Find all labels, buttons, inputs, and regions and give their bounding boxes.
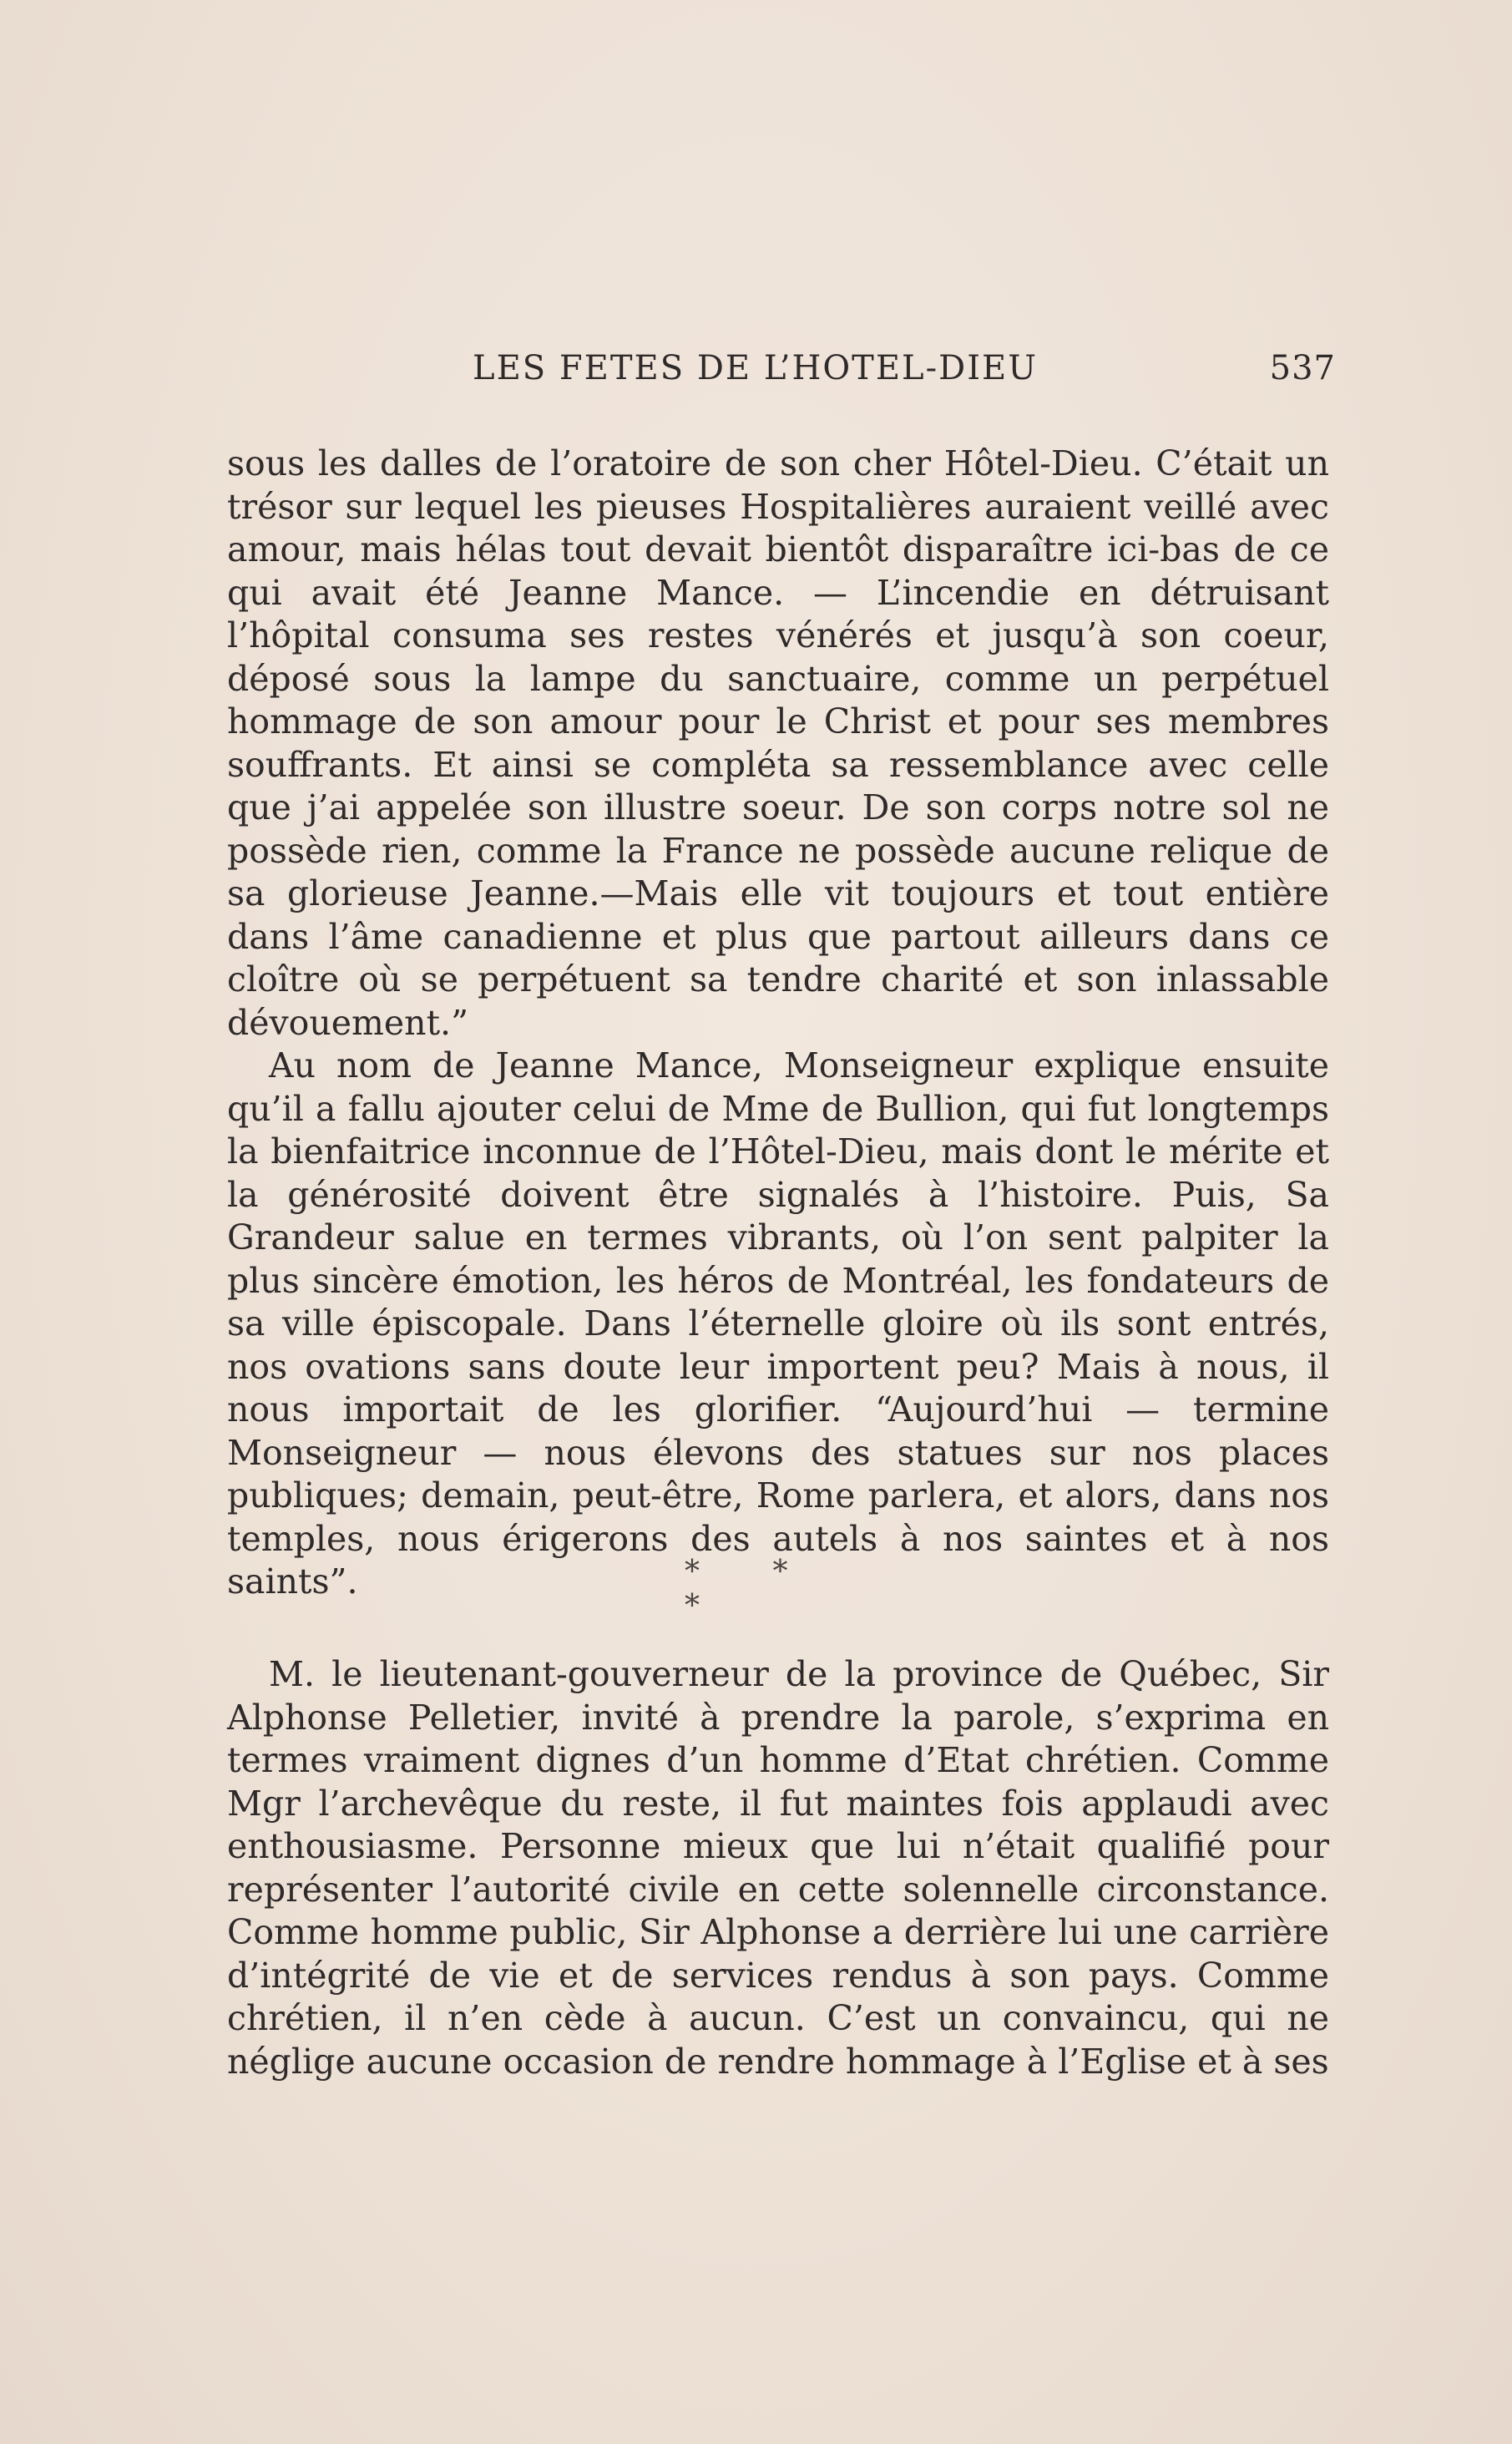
running-head [225, 349, 1336, 399]
section-asterism: * * * [685, 1555, 820, 1623]
paragraph-lieutenant-governor: M. le lieutenant-gouverneur de la province de Québec, Sir Alphonse Pelletier, invité à prendre la parole, s’exprima en termes vraiment dignes d’un homme d’Etat chrétien. Comme Mgr l’archevêque du reste, il fut maintes fois applaudi avec enthousiasme. Personne mieux que lui n’était qualifié pour représenter l’autorité civile en cette solennelle circonstance. Comme homme public, Sir Alphonse a derrière lui une carrière d’intégrité de vie et de services rendus à son pays. Comme chrétien, il n’en cède à aucun. C’est un convaincu, qui ne néglige aucune occasion de rendre hommage à l’Eglise et à ses [227, 1654, 1329, 2082]
paragraph-continued: sous les dalles de l’oratoire de son cher Hôtel-Dieu. C’était un trésor sur lequel les pieuses Hospitalières auraient veillé avec amour, mais hélas tout devait bientôt disparaître ici-bas de ce qui avait été Jeanne Mance. — L’incendie en détruisant l’hôpital consuma ses restes vénérés et jusqu’à son coeur, déposé sous la lampe du sanctuaire, comme un perpétuel hommage de son amour pour le Christ et pour ses membres souffrants. Et ainsi se compléta sa ressemblance avec celle que j’ai appelée son illustre soeur. De son corps notre sol ne possède rien, comme la France ne possède aucune relique de sa glorieuse Jeanne.—Mais elle vit toujours et tout entière dans l’âme canadienne et plus que partout ailleurs dans ce cloître où se perpétuent sa tendre charité et son inlassable dévouement.” [227, 443, 1329, 1043]
main-text [227, 443, 1329, 1604]
second-section-text [227, 1653, 1329, 2083]
page-number: 537 [1269, 349, 1336, 387]
paragraph-monseigneur: Au nom de Jeanne Mance, Monseigneur explique ensuite qu’il a fallu ajouter celui de Mme de Bullion, qui fut longtemps la bienfaitrice inconnue de l’Hôtel-Dieu, mais dont le mérite et la générosité doivent être signalés à l’histoire. Puis, Sa Grandeur salue en termes vibrants, où l’on sent palpiter la plus sincère émotion, les héros de Montréal, les fondateurs de sa ville épiscopale. Dans l’éternelle gloire où ils sont entrés, nos ovations sans doute leur importent peu? Mais à nous, il nous importait de les glorifier. “Aujourd’hui — termine Monseigneur — nous élevons des statues sur nos places publiques; demain, peut-être, Rome parlera, et alors, dans nos temples, nous érigerons des autels à nos saintes et à nos saints”. [227, 1045, 1329, 1602]
running-title: LES FETES DE L’HOTEL-DIEU [473, 349, 1038, 387]
